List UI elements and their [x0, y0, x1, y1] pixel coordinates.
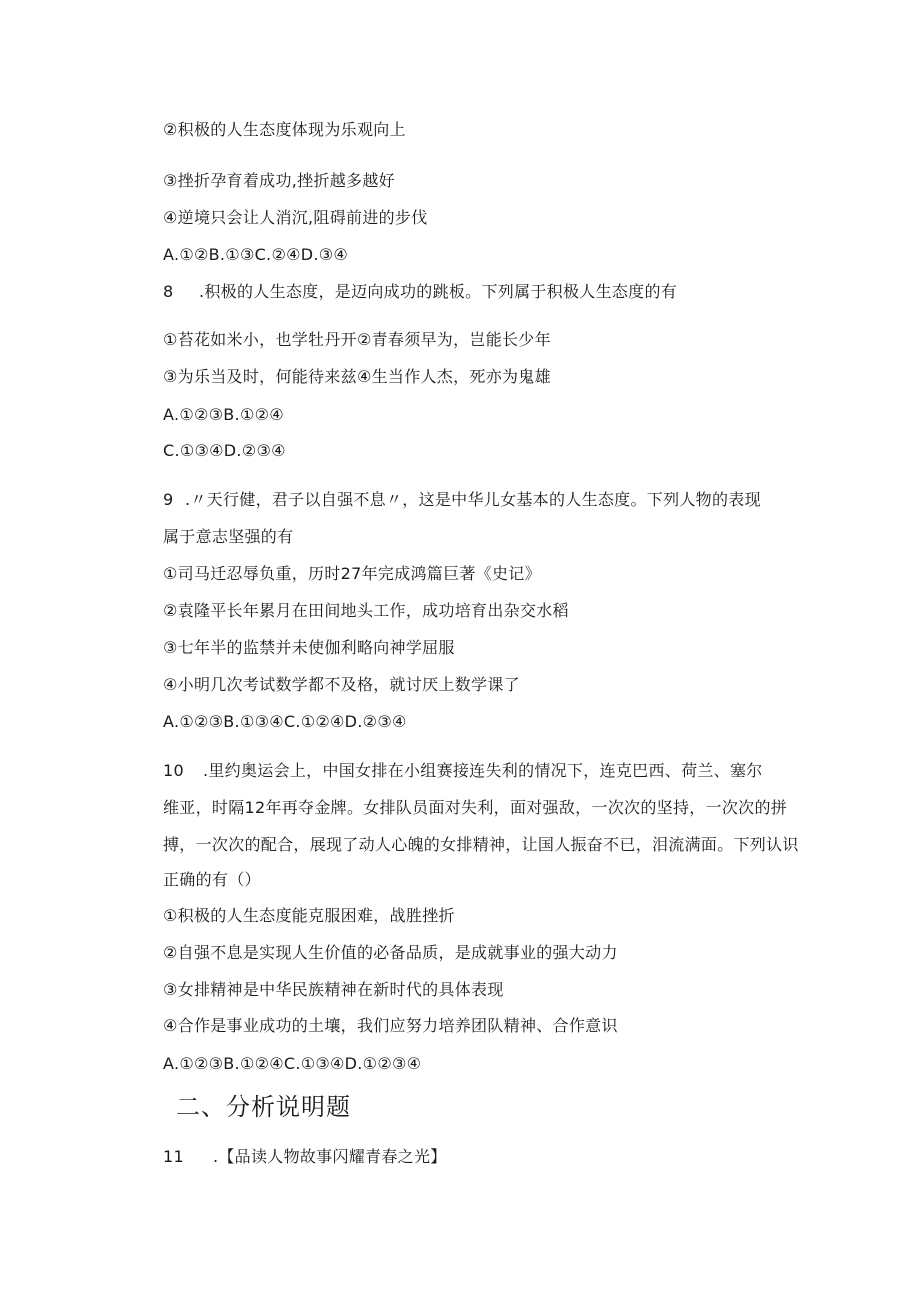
q10-stem-line-2: 维亚，时隔12年再夺金牌。女排队员面对失利，面对强敌，一次次的坚持，一次次的拼	[163, 798, 788, 817]
q9-statement-1: ①司马迁忍辱负重，历时27年完成鸿篇巨著《史记》	[163, 564, 541, 583]
q10-stem-line-4: 正确的有（）	[163, 870, 261, 889]
q9-stem-1: .〃天行健，君子以自强不息〃，这是中华儿女基本的人生态度。下列人物的表现	[185, 490, 761, 509]
q7-statement-4: ④逆境只会让人消沉,阻碍前进的步伐	[163, 208, 428, 227]
q7-statement-2: ②积极的人生态度体现为乐观向上	[163, 120, 406, 139]
q8-number: 8	[163, 282, 174, 301]
q10-stem-1: .里约奥运会上，中国女排在小组赛接连失利的情况下，连克巴西、荷兰、塞尔	[203, 761, 763, 780]
q9-number: 9	[163, 490, 174, 509]
q9-stem-line-2: 属于意志坚强的有	[163, 527, 294, 546]
q8-stem-line	[163, 281, 677, 303]
q10-number: 10	[163, 761, 184, 780]
q10-statement-4: ④合作是事业成功的土壤，我们应努力培养团队精神、合作意识	[163, 1016, 618, 1035]
q8-options-2: C.①③④D.②③④	[163, 441, 286, 460]
section-heading: 二、分析说明题	[176, 1093, 351, 1121]
q9-statement-4: ④小明几次考试数学都不及格，就讨厌上数学课了	[163, 675, 520, 694]
q9-stem-line-1	[163, 489, 761, 511]
q11-stem: .【品读人物故事闪耀青春之光】	[213, 1147, 447, 1166]
q7-options: A.①②B.①③C.②④D.③④	[163, 245, 349, 264]
q9-statement-2: ②袁隆平长年累月在田间地头工作，成功培育出杂交水稻	[163, 601, 569, 620]
q10-options: A.①②③B.①②④C.①③④D.①②③④	[163, 1054, 422, 1073]
q8-statements-2: ③为乐当及时，何能待来兹④生当作人杰，死亦为鬼雄	[163, 367, 551, 386]
q10-statement-2: ②自强不息是实现人生价值的必备品质，是成就事业的强大动力	[163, 943, 618, 962]
q10-stem-line-3: 搏，一次次的配合，展现了动人心魄的女排精神，让国人振奋不已，泪流满面。下列认识	[163, 835, 799, 854]
q7-statement-3: ③挫折孕育着成功,挫折越多越好	[163, 171, 395, 190]
q10-statement-1: ①积极的人生态度能克服困难，战胜挫折	[163, 906, 455, 925]
q9-statement-3: ③七年半的监禁并未使伽利略向神学屈服	[163, 638, 455, 657]
q11-number: 11	[163, 1147, 184, 1166]
q8-stem: .积极的人生态度，是迈向成功的跳板。下列属于积极人生态度的有	[199, 282, 678, 301]
q10-statement-3: ③女排精神是中华民族精神在新时代的具体表现	[163, 980, 504, 999]
q8-options-1: A.①②③B.①②④	[163, 405, 284, 424]
q10-stem-line-1	[163, 760, 763, 782]
q11-stem-line	[163, 1146, 447, 1168]
q8-statements-1: ①苔花如米小，也学牡丹开②青春须早为，岂能长少年	[163, 330, 551, 349]
q9-options: A.①②③B.①③④C.①②④D.②③④	[163, 712, 407, 731]
